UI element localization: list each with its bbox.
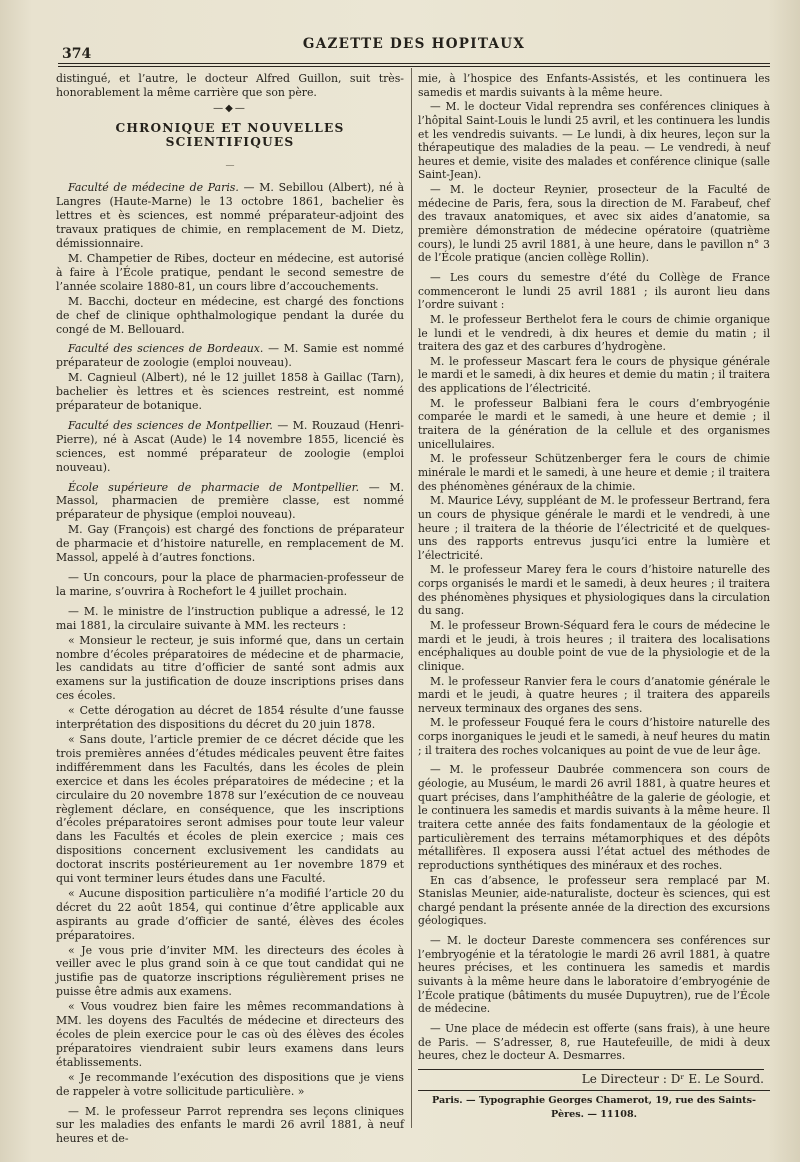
circular-paragraph: « Sans doute, l’article premier de ce décret décide que les trois premières années d’études médicales peuvent être faites indifféremment dans les Facultés, dans les écoles de plein exercice et dans les écoles préparatoires de médecine ; et la circulaire du 20 novembre 1878 sur l’exécution de ce nouveau règlement déclare, en conséquence, que les inscriptions d’écoles préparatoires seront admises pour toute leur valeur dans les Facultés et écoles de plein exercice ; mais ces dispositions concernent exclusivement les candidats au doctorat inscrits postérieurement au 1er novembre 1879 et qui vont terminer leurs études dans une Faculté. (56, 732, 404, 886)
circular-paragraph: « Je vous prie d’inviter MM. les directeurs des écoles à veiller avec le plus grand soin à ce que tout candidat qui ne justifie pas de quatorze inscriptions régulièrement prises ne puisse être admis aux examens. (56, 943, 404, 999)
course-item: M. le professeur Berthelot fera le cours de chimie organique le lundi et le vendredi, à dix heures et demie du matin ; il traitera des gaz et des carbures d’hydrogène. (418, 312, 770, 354)
small-separator: — (225, 160, 235, 171)
circular-paragraph: « Aucune disposition particulière n’a modifié l’article 20 du décret du 22 août 1854, qui continue d’être applicable aux aspirants au grade d’officier de santé, élèves des écoles préparatoires. (56, 886, 404, 942)
director-signature: Le Directeur : Dʳ E. Le Sourd. (418, 1069, 764, 1087)
column-divider (411, 68, 412, 1128)
course-item: M. le professeur Balbiani fera le cours d’embryogénie comparée le mardi et le samedi, à une heure et demie ; il traitera de la génération de la cellule et des organismes unicellulaires. (418, 396, 770, 451)
news-heading: École supérieure de pharmacie de Montpellier. (68, 480, 360, 494)
news-item: M. Bacchi, docteur en médecine, est chargé des fonctions de chef de clinique ophthalmologique pendant la durée du congé de M. Bellouard. (56, 294, 404, 336)
news-heading: Faculté des sciences de Montpellier. (68, 418, 273, 432)
course-item: M. le professeur Schützenberger fera le cours de chimie minérale le mardi et le samedi, à une heure et demie ; il traitera des phénomènes généraux de la chimie. (418, 452, 770, 493)
course-item: M. le professeur Fouqué fera le cours d’histoire naturelle des corps inorganiques le jeudi et le samedi, à neuf heures du matin ; il traitera des roches volcaniques au point de vue de leur âge. (418, 716, 770, 757)
circular-paragraph: « Cette dérogation au décret de 1854 résulte d’une fausse interprétation des dispositions du décret du 20 juin 1878. (56, 704, 404, 732)
news-item: — Les cours du semestre d’été du Collège de France commenceront le lundi 25 avril 1881 ; ils auront lieu dans l’ordre suivant : (418, 270, 770, 312)
left-column (56, 72, 404, 1147)
header-rule-top (58, 63, 770, 64)
printer-footer: Paris. — Typographie Georges Chamerot, 19, rue des Saints-Pères. — 11108. (418, 1090, 770, 1121)
circular-paragraph: « Vous voudrez bien faire les mêmes recommandations à MM. les doyens des Facultés de médecine et directeurs des écoles de plein exercice pour le cas où des élèves des écoles préparatoires viendraient subir leurs examens dans leurs établissements. (56, 1000, 404, 1069)
circular-paragraph: « Je recommande l’exécution des dispositions que je viens de rappeler à votre sollicitude particulière. » (56, 1070, 404, 1098)
course-item: M. le professeur Ranvier fera le cours d’anatomie générale le mardi et le jeudi, à quatre heures ; il traitera des appareils nerveux terminaux des organes des sens. (418, 674, 770, 715)
news-item: — M. le docteur Reynier, prosecteur de la Faculté de médecine de Paris, fera, sous la direction de M. Farabeuf, chef des travaux anatomiques, et avec six aides d’anatomie, sa première démonstration de médecine opératoire (quatrième cours), le lundi 25 avril 1881, à une heure, dans le pavillon n° 3 de l’École pratique (ancien collège Rollin). (418, 183, 770, 265)
news-item: — M. le ministre de l’instruction publique a adressé, le 12 mai 1881, la circulaire suivante à MM. les recteurs : (56, 604, 404, 632)
section-title: CHRONIQUE ET NOUVELLES SCIENTIFIQUES (115, 120, 345, 149)
news-item: En cas d’absence, le professeur sera remplacé par M. Stanislas Meunier, aide-naturaliste, docteur ès sciences, qui est chargé pendant la présente année de la direction des excursions géologiques. (418, 873, 770, 928)
ornament-separator: —◆— (213, 102, 247, 114)
news-item: — Une place de médecin est offerte (sans frais), à une heure de Paris. — S’adresser, 8, rue Hautefeuille, de midi à deux heures, chez le docteur A. Desmarres. (418, 1021, 770, 1063)
news-item: M. Champetier de Ribes, docteur en médecine, est autorisé à faire à l’École pratique, pendant le second semestre de l’année scolaire 1880-81, un cours libre d’accouchements. (56, 251, 404, 293)
circular-paragraph: « Monsieur le recteur, je suis informé que, dans un certain nombre d’écoles préparatoires de médecine et de pharmacie, les candidats au titre d’officier de santé sont admis aux examens sur la justification de douze inscriptions prises dans ces écoles. (56, 633, 404, 703)
news-item: M. Gay (François) est chargé des fonctions de préparateur de pharmacie et d’histoire naturelle, en remplacement de M. Massol, appelé à d’autres fonctions. (56, 523, 404, 565)
news-heading: Faculté de médecine de Paris. (68, 181, 239, 195)
news-item: mie, à l’hospice des Enfants-Assistés, et les continuera les samedis et mardis suivants à la même heure. (418, 72, 770, 99)
news-item: — M. le docteur Dareste commencera ses conférences sur l’embryogénie et la tératologie le mardi 26 avril 1881, à quatre heures précises, et les continuera les samedis et mardis suivants à la même heure dans le laboratoire d’embryogénie de l’École pratique (bâtiments du musée Dupuytren), rue de l’École de médecine. (418, 934, 770, 1016)
right-column (418, 72, 770, 1122)
course-item: M. Maurice Lévy, suppléant de M. le professeur Bertrand, fera un cours de physique générale le mardi et le vendredi, à une heure ; il traitera de la théorie de l’électricité et de quelques-uns des rapports entrevus jusqu’ici entre la lumière et l’électricité. (418, 494, 770, 562)
header-rule-bottom (58, 66, 770, 67)
course-item: M. le professeur Marey fera le cours d’histoire naturelle des corps organisés le mardi et le samedi, à deux heures ; il traitera des phénomènes physiques et physiologiques dans la circulation du sang. (418, 563, 770, 618)
news-text: — M. Sebillou (Albert), né à Langres (Haute-Marne) le 13 octobre 1861, bachelier ès lettres et ès sciences, est nommé préparateur-adjoint des travaux pratiques de chimie, en remplacement de M. Dietz, démissionnaire. (56, 181, 404, 251)
paragraph-intro: distingué, et l’autre, le docteur Alfred Guillon, suit très-honorablement la même carrière que son père. (56, 72, 404, 99)
news-montpellier-faculty (56, 419, 404, 475)
course-item: M. le professeur Brown-Séquard fera le cours de médecine le mardi et le jeudi, à trois heures ; il traitera des localisations encéphaliques au double point de vue de la physiologie et de la clinique. (418, 618, 770, 673)
news-text: — M. Massol, pharmacien de première classe, est nommé préparateur de physique (emploi nouveau). (56, 480, 404, 522)
page-number: 374 (62, 46, 92, 62)
news-paris-faculty (56, 181, 404, 251)
page-header (58, 32, 770, 62)
news-text: — M. Rouzaud (Henri-Pierre), né à Ascat (Aude) le 14 novembre 1855, licencié ès sciences, est nommé préparateur de zoologie (emploi nouveau). (56, 418, 404, 474)
news-text: — M. Samie est nommé préparateur de zoologie (emploi nouveau). (56, 342, 404, 370)
news-item: — Un concours, pour la place de pharmacien-professeur de la marine, s’ouvrira à Rochefort le 4 juillet prochain. (56, 571, 404, 598)
journal-title: GAZETTE DES HOPITAUX (302, 36, 526, 52)
news-bordeaux-faculty (56, 342, 404, 370)
news-montpellier-pharmacy (56, 481, 404, 523)
course-item: M. le professeur Mascart fera le cours de physique générale le mardi et le samedi, à dix heures et demie du matin ; il traitera des applications de l’électricité. (418, 354, 770, 396)
news-item: — M. le professeur Parrot reprendra ses leçons cliniques sur les maladies des enfants le mardi 26 avril 1881, à neuf heures et de- (56, 1104, 404, 1146)
news-item: — M. le professeur Daubrée commencera son cours de géologie, au Muséum, le mardi 26 avril 1881, à quatre heures et quart précises, dans l’amphithéâtre de la galerie de géologie, et le continuera les samedis et mardis suivants à la même heure. Il traitera cette année des faits fondamentaux de la géologie et particulièrement des terrains métamorphiques et des dépôts métallifères. Il exposera aussi l’état actuel des méthodes de reproductions synthétiques des minéraux et des roches. (418, 763, 770, 872)
news-item: — M. le docteur Vidal reprendra ses conférences cliniques à l’hôpital Saint-Louis le lundi 25 avril, et les continuera les lundis et les vendredis suivants. — Le lundi, à dix heures, leçon sur la thérapeutique des maladies de la peau. — Le vendredi, à neuf heures et demie, visite des malades et conférence clinique (salle Saint-Jean). (418, 100, 770, 182)
news-item: M. Cagnieul (Albert), né le 12 juillet 1858 à Gaillac (Tarn), bachelier ès lettres et ès sciences restreint, est nommé préparateur de botanique. (56, 371, 404, 413)
news-heading: Faculté des sciences de Bordeaux. (68, 342, 264, 356)
